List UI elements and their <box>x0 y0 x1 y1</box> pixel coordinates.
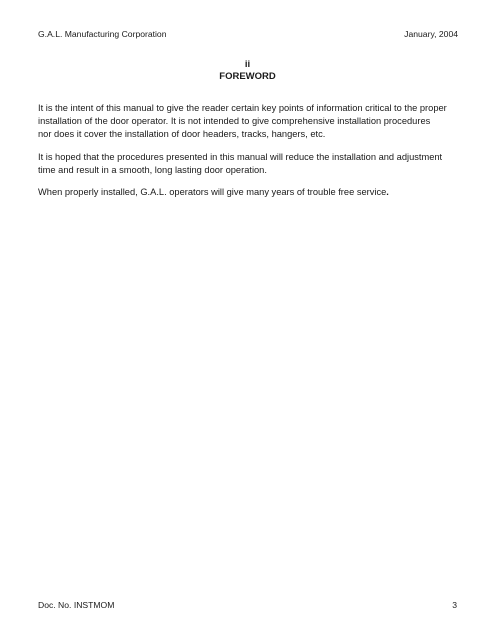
paragraph-line: It is hoped that the procedures presented in this manual will reduce the installation and adjustment <box>38 151 443 162</box>
paragraph-line: installation of the door operator. It is not intended to give comprehensive installation procedures <box>38 116 431 127</box>
section-title: FOREWORD <box>219 71 276 82</box>
header-company: G.A.L. Manufacturing Corporation <box>38 29 167 39</box>
header-date: January, 2004 <box>404 29 458 39</box>
footer-doc-number: Doc. No. INSTMOM <box>38 600 115 610</box>
paragraph-line: time and result in a smooth, long lasting door operation. <box>38 164 267 175</box>
section-number: ii <box>244 59 251 70</box>
paragraph-line: It is the intent of this manual to give the reader certain key points of information critical to the proper <box>38 103 447 113</box>
paragraph-line: nor does it cover the installation of door headers, tracks, hangers, etc. <box>38 129 326 140</box>
paragraph-installed <box>38 186 463 199</box>
footer-page-number: 3 <box>452 600 457 610</box>
paragraph-intent <box>38 102 463 142</box>
foreword-body <box>38 102 463 208</box>
paragraph-text: When properly installed, G.A.L. operators will give many years of trouble free service <box>38 187 387 198</box>
paragraph-hope <box>38 151 463 177</box>
paragraph-end-punct: . <box>386 187 389 198</box>
